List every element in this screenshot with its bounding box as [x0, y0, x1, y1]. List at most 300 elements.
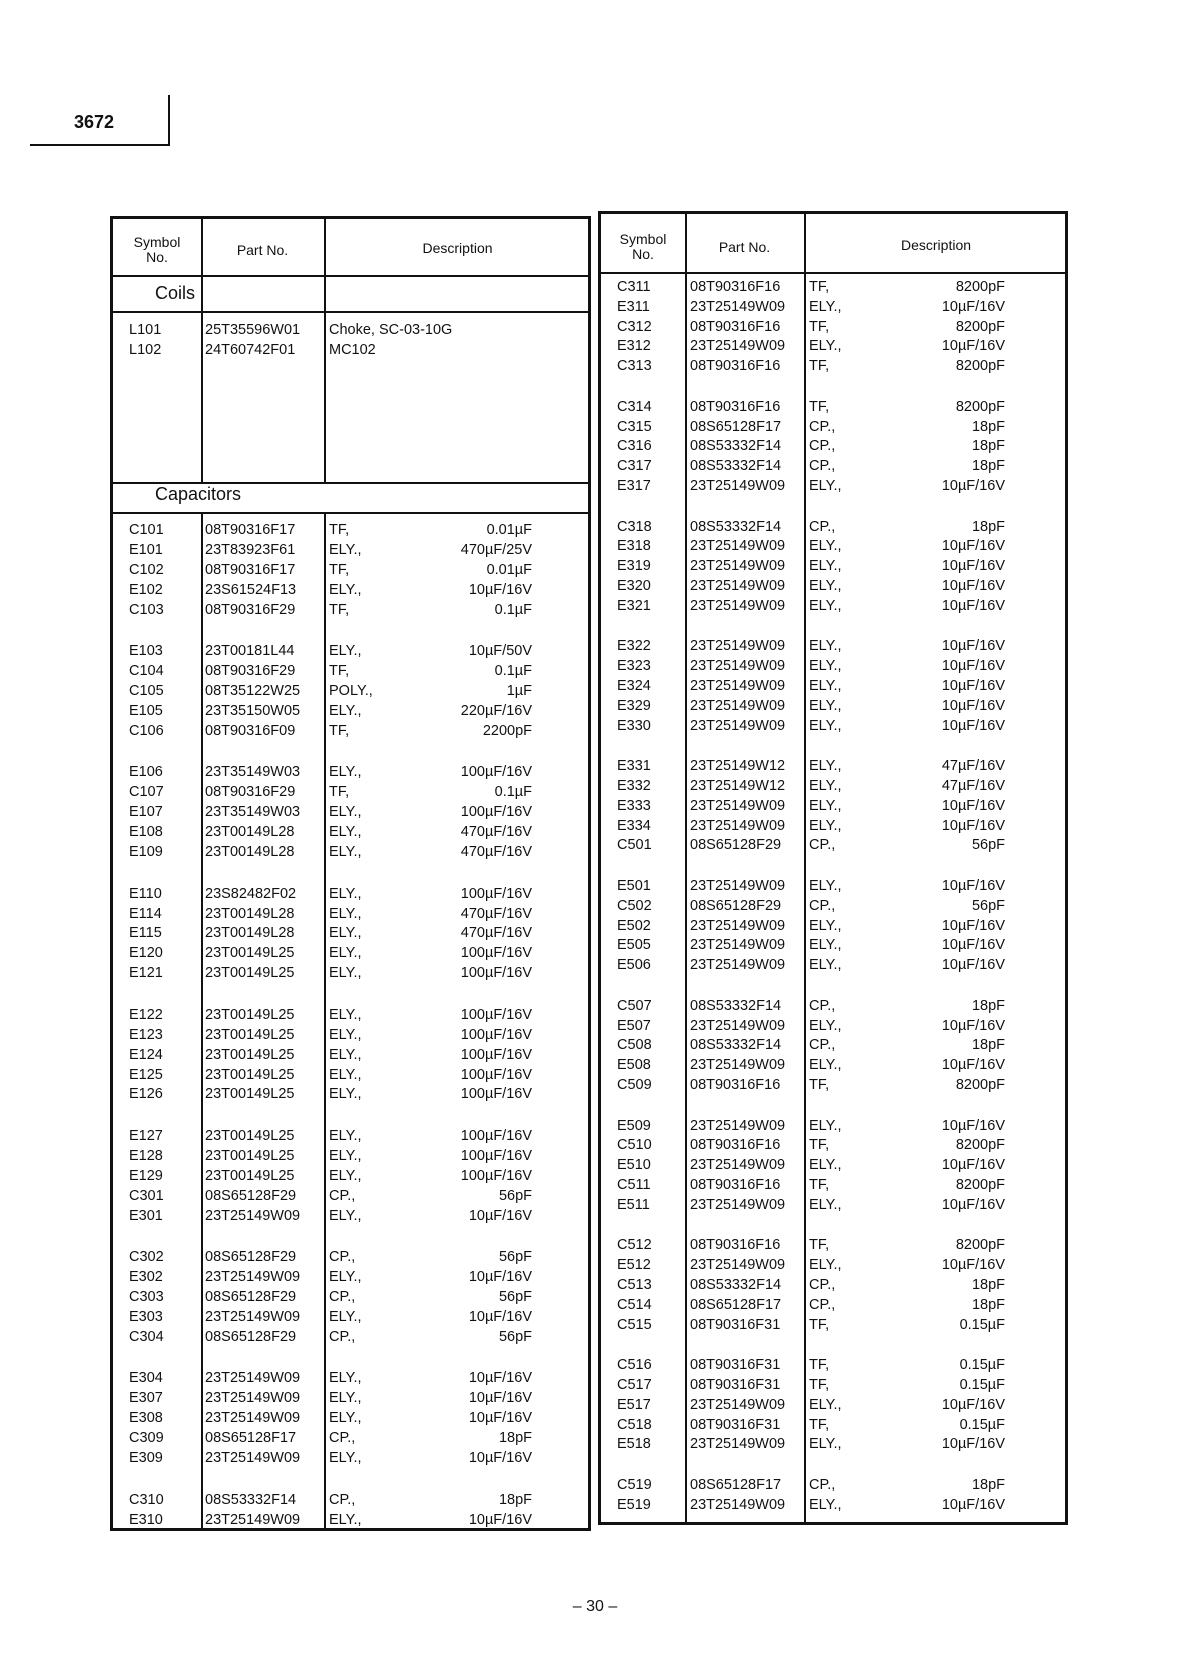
description-type-cell: TF,	[329, 722, 350, 739]
table-row	[113, 1146, 588, 1166]
description-type-cell: ELY.,	[809, 538, 842, 555]
description-type-cell: ELY.,	[809, 1057, 842, 1074]
symbol-cell: C106	[129, 722, 164, 739]
symbol-cell: E124	[129, 1046, 163, 1063]
description-type-cell: POLY.,	[329, 683, 373, 699]
table-row	[113, 520, 588, 540]
description-type-cell: ELY.,	[809, 578, 842, 594]
part-number-cell: 23T25149W09	[205, 1207, 301, 1224]
description-type-cell: ELY.,	[809, 298, 842, 315]
symbol-cell: C107	[129, 784, 164, 801]
table-row	[601, 596, 1065, 616]
part-number-cell: 23T25149W09	[690, 1436, 786, 1453]
description-type-cell: CP.,	[809, 997, 836, 1014]
table-row	[601, 536, 1065, 556]
symbol-cell: E512	[617, 1257, 651, 1274]
description-type-cell: CP.,	[809, 438, 836, 455]
symbol-cell: C509	[617, 1077, 652, 1093]
symbol-cell: E122	[129, 1006, 163, 1023]
description-type-cell: ELY.,	[809, 957, 842, 974]
part-no-header: Part No.	[236, 242, 289, 258]
table-row	[601, 1235, 1065, 1255]
symbol-cell: E120	[129, 945, 163, 962]
part-number-cell: 23T25149W09	[690, 597, 786, 614]
symbol-cell: E102	[129, 581, 163, 598]
description-type-cell: ELY.,	[329, 1128, 362, 1144]
description-type-cell: ELY.,	[809, 878, 842, 894]
table-row	[601, 1116, 1065, 1136]
part-number-cell: 23T25149W09	[690, 558, 786, 575]
table-row	[113, 681, 588, 701]
description-type-cell: CP.,	[329, 1249, 356, 1266]
description-value-cell: 10µF/16V	[941, 538, 1005, 555]
symbol-cell: C309	[129, 1430, 164, 1447]
part-number-cell: 23T00149L25	[205, 945, 295, 962]
description-value-cell: 10µF/16V	[941, 1157, 1005, 1174]
description-type-cell: CP.,	[809, 837, 836, 854]
description-value-cell: 10µF/16V	[468, 1308, 532, 1325]
description-type-cell: ELY.,	[809, 1157, 842, 1174]
coils-section-title: Coils	[155, 283, 196, 303]
description-type-cell: CP.,	[329, 1328, 356, 1345]
description-type-cell: ELY.,	[329, 1046, 362, 1063]
part-number-cell: 23T25149W12	[690, 758, 786, 775]
symbol-cell: E309	[129, 1450, 163, 1466]
table-row	[113, 661, 588, 681]
description-value-cell: 10µF/16V	[468, 1269, 532, 1286]
symbol-cell: C501	[617, 837, 652, 854]
symbol-cell: E308	[129, 1410, 163, 1427]
symbol-cell: C102	[129, 561, 164, 578]
description-type-cell: ELY.,	[329, 1450, 362, 1466]
description-type-cell: CP.,	[329, 1430, 356, 1447]
symbol-cell: E304	[129, 1370, 163, 1387]
part-number-cell: 23T25149W09	[690, 878, 786, 894]
description-type-cell: TF,	[809, 1237, 830, 1254]
description-type-cell: ELY.,	[329, 643, 362, 660]
description-type-cell: ELY.,	[329, 1269, 362, 1286]
table-row	[601, 656, 1065, 676]
description-type-cell: TF,	[809, 279, 830, 295]
part-number-cell: 08T90316F16	[690, 1177, 781, 1193]
right-parts-table	[598, 211, 1068, 1525]
symbol-cell: C516	[617, 1357, 652, 1374]
part-number-cell: 24T60742F01	[205, 342, 296, 358]
table-row	[601, 996, 1065, 1016]
description-type-cell: CP.,	[809, 418, 836, 435]
description-type-cell: ELY.,	[809, 778, 842, 794]
part-number-cell: 08S65128F29	[205, 1289, 297, 1305]
description-value-cell: 10µF/16V	[941, 658, 1005, 675]
table-row	[601, 835, 1065, 855]
description-value-cell: 18pF	[971, 418, 1005, 435]
symbol-cell: C317	[617, 458, 652, 475]
table-row	[601, 776, 1065, 796]
part-number-cell: 08T90316F16	[690, 1077, 781, 1093]
table-row	[601, 1175, 1065, 1195]
part-no-header: Part No.	[718, 239, 771, 255]
part-number-cell: 08T90316F29	[205, 663, 296, 680]
symbol-cell: C313	[617, 358, 652, 375]
description-type-cell: ELY.,	[329, 702, 362, 719]
description-type-cell: TF,	[329, 522, 350, 538]
symbol-cell: C103	[129, 601, 164, 618]
symbol-cell: C508	[617, 1037, 652, 1054]
part-number-cell: 08T90316F16	[690, 358, 781, 375]
description-value-cell: 10µF/16V	[941, 878, 1005, 894]
description-type-cell: ELY.,	[329, 1308, 362, 1325]
part-number-cell: 23T00149L25	[205, 1147, 295, 1164]
table-row	[601, 1255, 1065, 1275]
part-number-cell: 23T25149W09	[205, 1308, 301, 1325]
part-number-cell: 23T25149W09	[690, 678, 786, 694]
description-value-cell: 100µF/16V	[460, 1147, 532, 1164]
table-row	[601, 896, 1065, 916]
table-row	[601, 1195, 1065, 1215]
description-value-cell: 470µF/16V	[460, 925, 532, 942]
symbol-cell: E126	[129, 1086, 163, 1103]
description-value-cell: 100µF/16V	[460, 1006, 532, 1023]
part-number-cell: 08S65128F29	[205, 1328, 297, 1345]
part-number-cell: 23T00149L25	[205, 1026, 295, 1043]
part-number-cell: 23T25149W09	[205, 1370, 301, 1387]
symbol-cell: C316	[617, 438, 652, 455]
description-value-cell: 56pF	[498, 1187, 532, 1204]
symbol-cell: E510	[617, 1157, 651, 1174]
capacitors-section-title: Capacitors	[155, 484, 242, 504]
description-value-cell: 100µF/16V	[460, 1086, 532, 1103]
description-value-cell: 18pF	[498, 1430, 532, 1447]
symbol-cell: L101	[129, 322, 162, 338]
description-header: Description	[422, 240, 493, 256]
symbol-cell: E128	[129, 1147, 163, 1164]
symbol-cell: E301	[129, 1207, 163, 1224]
table-row	[113, 923, 588, 943]
symbol-cell: C507	[617, 997, 652, 1014]
description-type-cell: TF,	[809, 1137, 830, 1154]
description-type-cell: ELY.,	[329, 905, 362, 922]
header-rule	[601, 272, 1065, 274]
table-row	[601, 1315, 1065, 1335]
symbol-cell: E505	[617, 937, 651, 954]
description-type-cell: TF,	[809, 1177, 830, 1193]
description-value-cell: 100µF/16V	[460, 1066, 532, 1083]
symbol-cell: E323	[617, 658, 651, 675]
table-row	[601, 417, 1065, 437]
symbol-cell: E333	[617, 797, 651, 814]
symbol-cell: E108	[129, 824, 163, 841]
part-number-cell: 23T00149L28	[205, 824, 295, 841]
part-number-cell: 08T90316F31	[690, 1316, 781, 1333]
symbol-cell: C311	[617, 279, 651, 295]
description-value-cell: 470µF/25V	[460, 541, 532, 558]
symbol-header-line1: Symbol	[619, 231, 667, 247]
symbol-cell: E302	[129, 1269, 163, 1286]
description-value-cell: 10µF/16V	[468, 581, 532, 598]
description-value-cell: 10µF/16V	[941, 298, 1005, 315]
symbol-cell: C517	[617, 1377, 652, 1393]
description-value-cell: 100µF/16V	[460, 1046, 532, 1063]
table-row	[113, 1307, 588, 1327]
symbol-no-header	[601, 232, 685, 262]
description-value-cell: 8200pF	[955, 1177, 1005, 1193]
part-number-cell: 23T25149W12	[690, 778, 786, 794]
description-value-cell: 47µF/16V	[941, 758, 1005, 775]
part-number-cell: 23T00149L25	[205, 1086, 295, 1103]
part-number-cell: 23T00181L44	[205, 643, 295, 660]
symbol-cell: E509	[617, 1117, 651, 1134]
part-number-cell: 08T90316F31	[690, 1357, 781, 1374]
symbol-cell: E518	[617, 1436, 651, 1453]
part-number-cell: 23T00149L25	[205, 1167, 295, 1184]
description-value-cell: 18pF	[971, 438, 1005, 455]
symbol-cell: C304	[129, 1328, 164, 1345]
part-number-cell: 08S65128F17	[690, 1477, 782, 1493]
description-type-cell: ELY.,	[329, 824, 362, 841]
description-value-cell: 8200pF	[955, 1137, 1005, 1154]
symbol-cell: E127	[129, 1128, 163, 1144]
part-number-cell: 08S65128F29	[690, 897, 782, 914]
description-value-cell: 10µF/16V	[941, 1196, 1005, 1213]
table-row	[601, 955, 1065, 975]
description-value-cell: 10µF/16V	[941, 597, 1005, 614]
description-value-cell: 10µF/16V	[941, 697, 1005, 714]
description-type-cell: ELY.,	[329, 965, 362, 982]
table-row	[601, 356, 1065, 376]
description-type-cell: CP.,	[809, 897, 836, 914]
table-row	[113, 842, 588, 862]
description-value-cell: 10µF/16V	[941, 917, 1005, 934]
symbol-cell: E101	[129, 541, 163, 558]
description-value-cell: 10µF/16V	[941, 937, 1005, 954]
part-number-cell: 23T00149L25	[205, 1066, 295, 1083]
description-value-cell: 1µF	[506, 683, 532, 699]
description-value-cell: 56pF	[971, 837, 1005, 854]
description-value-cell: 100µF/16V	[460, 965, 532, 982]
description-type-cell: ELY.,	[329, 945, 362, 962]
description-value-cell: 47µF/16V	[941, 778, 1005, 794]
symbol-header-line2: No.	[632, 246, 654, 262]
part-number-cell: 25T35596W01	[205, 322, 301, 338]
description-type-cell: ELY.,	[809, 597, 842, 614]
part-number-cell: 08T90316F31	[690, 1416, 781, 1433]
description-type-cell: CP.,	[809, 1037, 836, 1054]
description-value-cell: 0.01µF	[486, 522, 532, 538]
symbol-cell: E322	[617, 638, 651, 655]
coils-section-rule	[113, 311, 588, 313]
description-type-cell: ELY.,	[329, 1370, 362, 1387]
symbol-cell: E319	[617, 558, 651, 575]
symbol-cell: C511	[617, 1177, 651, 1193]
part-number-cell: 23T25149W09	[690, 298, 786, 315]
left-parts-table	[110, 216, 591, 1531]
description-type-cell: ELY.,	[809, 817, 842, 834]
table-row	[601, 816, 1065, 836]
description-value-cell: 10µF/16V	[468, 1410, 532, 1427]
table-row	[113, 782, 588, 802]
part-number-cell: 23T00149L28	[205, 844, 295, 860]
description-value-cell: 10µF/50V	[468, 643, 532, 660]
table-row	[113, 560, 588, 580]
description-type-cell: ELY.,	[329, 885, 362, 902]
description-value-cell: 8200pF	[955, 358, 1005, 375]
model-rule-horizontal	[30, 144, 170, 146]
table-row	[113, 1084, 588, 1104]
description-value-cell: 8200pF	[955, 1077, 1005, 1093]
table-row	[601, 436, 1065, 456]
symbol-cell: C314	[617, 398, 652, 415]
symbol-cell: E103	[129, 643, 163, 660]
description-value-cell: 100µF/16V	[460, 764, 532, 781]
description-type-cell: ELY.,	[809, 638, 842, 655]
header-rule	[113, 275, 588, 277]
symbol-cell: E114	[129, 905, 162, 922]
table-row	[601, 796, 1065, 816]
symbol-cell: E334	[617, 817, 651, 834]
description-type-cell: ELY.,	[329, 541, 362, 558]
description-value-cell: 8200pF	[955, 398, 1005, 415]
description-value-cell: 56pF	[971, 897, 1005, 914]
description-type-cell: ELY.,	[809, 1117, 842, 1134]
description-value-cell: 2200pF	[482, 722, 532, 739]
table-row	[601, 1355, 1065, 1375]
symbol-cell: C105	[129, 683, 164, 699]
description-type-cell: TF,	[329, 663, 350, 680]
part-number-cell: 08T90316F31	[690, 1377, 781, 1393]
symbol-cell: E121	[129, 965, 163, 982]
description-value-cell: 18pF	[971, 1037, 1005, 1054]
table-row	[113, 320, 588, 340]
part-number-cell: 23T00149L28	[205, 905, 295, 922]
table-row	[113, 1045, 588, 1065]
table-row	[113, 641, 588, 661]
description-type-cell: ELY.,	[809, 558, 842, 575]
description-type-cell: ELY.,	[809, 1436, 842, 1453]
description-value-cell: 10µF/16V	[941, 957, 1005, 974]
part-number-cell: 08S53332F14	[690, 458, 782, 475]
description-type-cell: TF,	[809, 398, 830, 415]
description-value-cell: 18pF	[971, 997, 1005, 1014]
description-type-cell: CP.,	[809, 1277, 836, 1293]
description-value-cell: 0.15µF	[959, 1357, 1005, 1374]
description-value-cell: 10µF/16V	[941, 797, 1005, 814]
description-type-cell: Choke, SC-03-10G	[329, 322, 453, 338]
table-row	[601, 1035, 1065, 1055]
description-value-cell: 10µF/16V	[468, 1370, 532, 1387]
part-number-cell: 23T25149W09	[690, 478, 786, 494]
description-type-cell: TF,	[809, 1316, 830, 1333]
table-row	[113, 963, 588, 983]
description-type-cell: TF,	[809, 1077, 830, 1093]
description-type-cell: ELY.,	[329, 1086, 362, 1103]
symbol-cell: E330	[617, 717, 651, 734]
table-row	[113, 1025, 588, 1045]
description-type-cell: ELY.,	[809, 1396, 842, 1413]
symbol-cell: E506	[617, 957, 651, 974]
symbol-cell: E311	[617, 298, 650, 315]
part-number-cell: 23T00149L25	[205, 1006, 295, 1023]
table-row	[601, 1415, 1065, 1435]
part-number-cell: 23T25149W09	[690, 717, 786, 734]
symbol-cell: E502	[617, 917, 651, 934]
table-row	[113, 721, 588, 741]
description-type-cell: ELY.,	[809, 1257, 842, 1274]
table-row	[601, 676, 1065, 696]
description-value-cell: 18pF	[971, 458, 1005, 475]
description-type-cell: ELY.,	[809, 478, 842, 494]
description-type-cell: ELY.,	[329, 1066, 362, 1083]
symbol-cell: E519	[617, 1496, 651, 1513]
table-row	[601, 476, 1065, 496]
table-row	[113, 884, 588, 904]
description-value-cell: 18pF	[971, 1477, 1005, 1493]
description-type-cell: TF,	[809, 1416, 830, 1433]
symbol-cell: C518	[617, 1416, 652, 1433]
description-type-cell: CP.,	[809, 1296, 836, 1313]
description-value-cell: 18pF	[971, 1296, 1005, 1313]
table-row	[113, 1206, 588, 1226]
description-value-cell: 0.15µF	[959, 1416, 1005, 1433]
table-row	[113, 540, 588, 560]
description-value-cell: 8200pF	[955, 1237, 1005, 1254]
symbol-cell: E115	[129, 925, 162, 942]
table-row	[601, 756, 1065, 776]
table-row	[113, 1368, 588, 1388]
part-number-cell: 08S53332F14	[690, 1037, 782, 1054]
table-row	[601, 1395, 1065, 1415]
table-row	[601, 916, 1065, 936]
description-value-cell: 0.1µF	[494, 663, 532, 680]
description-type-cell: ELY.,	[329, 1026, 362, 1043]
table-row	[601, 1295, 1065, 1315]
description-value-cell: 0.15µF	[959, 1377, 1005, 1393]
description-value-cell: 220µF/16V	[460, 702, 532, 719]
symbol-cell: E321	[617, 597, 651, 614]
description-type-cell: ELY.,	[329, 804, 362, 821]
part-number-cell: 23T35149W03	[205, 764, 301, 781]
table-row	[601, 1475, 1065, 1495]
description-type-cell: ELY.,	[329, 1511, 362, 1528]
description-value-cell: 10µF/16V	[941, 578, 1005, 594]
table-row	[113, 580, 588, 600]
description-value-cell: 8200pF	[955, 279, 1005, 295]
part-number-cell: 23T25149W09	[690, 1157, 786, 1174]
table-row	[113, 1065, 588, 1085]
description-value-cell: 10µF/16V	[941, 1257, 1005, 1274]
description-type-cell: ELY.,	[329, 1410, 362, 1427]
description-value-cell: 10µF/16V	[941, 1436, 1005, 1453]
part-number-cell: 08T90316F16	[690, 1237, 781, 1254]
table-row	[113, 1428, 588, 1448]
part-number-cell: 08S53332F14	[690, 1277, 782, 1293]
symbol-cell: E307	[129, 1390, 163, 1407]
part-number-cell: 23T25149W09	[205, 1410, 301, 1427]
description-value-cell: 470µF/16V	[460, 824, 532, 841]
symbol-header-line1: Symbol	[133, 234, 181, 250]
description-value-cell: 8200pF	[955, 318, 1005, 335]
symbol-cell: E109	[129, 844, 163, 860]
description-type-cell: TF,	[329, 561, 350, 578]
symbol-cell: E317	[617, 478, 651, 494]
table-row	[601, 336, 1065, 356]
description-value-cell: 10µF/16V	[941, 558, 1005, 575]
part-number-cell: 08T90316F16	[690, 279, 781, 295]
symbol-cell: E312	[617, 338, 651, 355]
table-row	[601, 636, 1065, 656]
table-row	[601, 1055, 1065, 1075]
description-type-cell: ELY.,	[329, 1147, 362, 1164]
description-value-cell: 18pF	[971, 518, 1005, 535]
